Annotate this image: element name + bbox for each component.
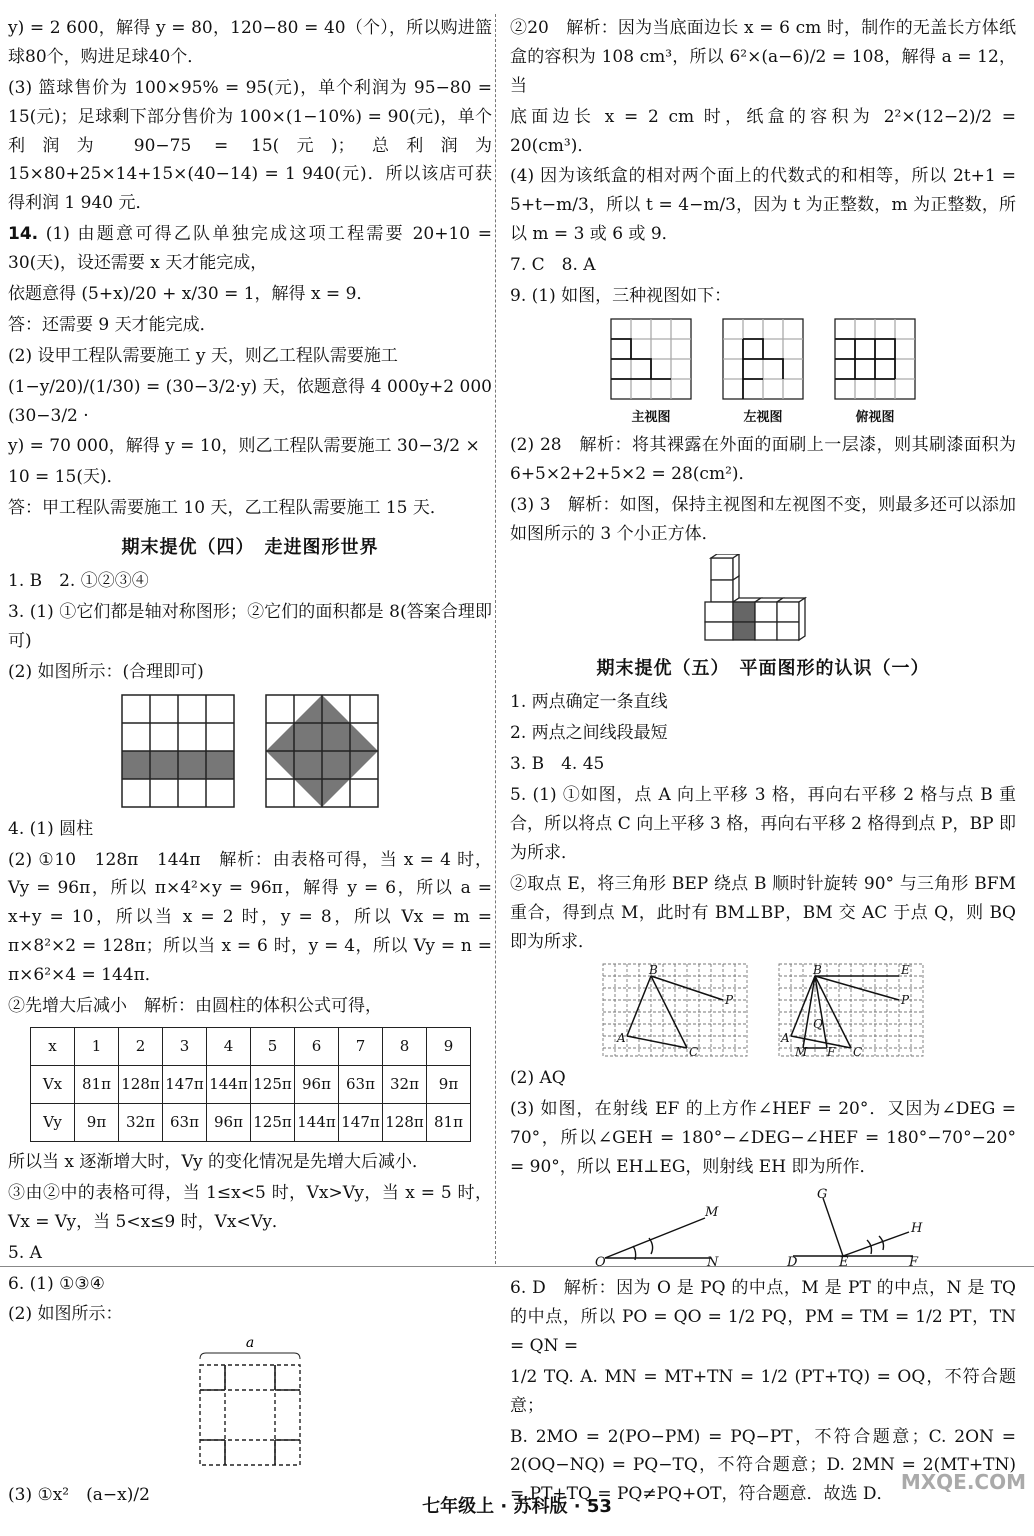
svg-text:N: N: [707, 1255, 719, 1269]
top-view: [833, 317, 917, 425]
text-line: 6. D 解析：因为 O 是 PQ 的中点，M 是 PT 的中点，N 是 TQ 的中点，所以 PO = QO = 1/2 PQ，PM = TM = 1/2 PT，TN = QN =: [510, 1278, 1016, 1356]
text-line: 3. B 4. 45: [510, 754, 605, 775]
svg-text:B: B: [813, 963, 822, 978]
section-title-4: 期末提优（四） 走进图形世界: [121, 537, 379, 559]
text-line: y) = 70 000，解得 y = 10，则乙工程队需要施工 30−3/2 ×: [8, 436, 480, 457]
left-view-caption: 左视图: [743, 409, 783, 425]
grid-diagram-right: [777, 962, 925, 1058]
svg-text:G: G: [817, 1188, 828, 1203]
left-column: [8, 14, 492, 1512]
angle-construction-diagram: [783, 1188, 933, 1268]
text-line: (2) ①10 128π 144π 解析：由表格可得，当 x = 4 时，Vy = 96π，所以 π×4²×y = 96π，解得 y = 6，所以 a = x+y = 10，所以当 x = 2 时，y = 8，所以 Vx = m = π×8²×2 = 128π；所以当 x = 6 时，y = 4，所以 Vy = n = π×6²×4 = 144π．: [8, 849, 492, 986]
text-line: 2. 两点之间线段最短: [510, 723, 668, 744]
question-number: 14.: [8, 224, 39, 245]
table-cell: 4: [207, 1027, 251, 1065]
svg-text:O: O: [595, 1255, 606, 1269]
grid-figure-rectangle: [120, 693, 236, 809]
box-net-figure: [8, 1335, 492, 1475]
text-line: (3) 如图，在射线 EF 的上方作∠HEF = 20°．又因为∠DEG = 70°，所以∠GEH = 180°−∠DEG−∠HEF = 180°−70°−20° = 90°，所以 EH⊥EG，则射线 EH 即为所作．: [510, 1099, 1016, 1178]
table-cell: 125π: [251, 1065, 295, 1103]
svg-text:P: P: [901, 993, 910, 1008]
svg-text:Q: Q: [813, 1017, 823, 1032]
text-line: 4. (1) 圆柱: [8, 818, 94, 839]
three-views: [510, 317, 1016, 425]
angle-construction-figure: [510, 1188, 1016, 1268]
svg-text:M: M: [795, 1045, 808, 1059]
table-cell: 128π: [119, 1065, 163, 1103]
table-row: [31, 1027, 471, 1065]
table-cell: 96π: [295, 1065, 339, 1103]
svg-text:F: F: [909, 1255, 919, 1269]
svg-text:D: D: [787, 1255, 798, 1269]
top-view-caption: 俯视图: [855, 409, 895, 425]
svg-text:P: P: [725, 993, 734, 1008]
text-line: (3) ①x² (a−x)/2: [8, 1485, 150, 1506]
table-cell: 144π: [295, 1103, 339, 1141]
question-14: [8, 220, 492, 278]
table-cell: 147π: [339, 1103, 383, 1141]
angle-mon-diagram: [593, 1188, 743, 1268]
svg-text:H: H: [911, 1221, 923, 1237]
svg-text:A: A: [781, 1031, 790, 1046]
table-row: [31, 1065, 471, 1103]
table-cell: 9π: [427, 1065, 471, 1103]
table-row: [31, 1103, 471, 1141]
text-line: (2) 如图所示：(合理即可): [8, 661, 204, 682]
text-line: 答：甲工程队需要施工 10 天，乙工程队需要施工 15 天．: [8, 498, 447, 519]
text-line: B. 2MO = 2(PO−PM) = PQ−PT，不符合题意；C. 2ON = 2(OQ−NQ) = PQ−TQ，不符合题意；D. 2MN = 2(MT+TN) = PT+TQ = PQ≠PQ+OT，符合题意．故选 D．: [510, 1426, 1016, 1505]
left-view: [721, 317, 805, 425]
table-cell: x: [31, 1027, 75, 1065]
table-cell: 1: [75, 1027, 119, 1065]
label-a: a: [245, 1335, 255, 1352]
text-line: (3) 3 解析：如图，保持主视图和左视图不变，则最多还可以添加如图所示的 3 个小正方体．: [510, 494, 1016, 544]
right-column: [510, 14, 1016, 1511]
top-view-grid: [833, 317, 917, 401]
left-view-grid: [721, 317, 805, 401]
text-line: ③由②中的表格可得，当 1≤x<5 时，Vx>Vy，当 x = 5 时，Vx = Vy，当 5<x≤9 时，Vx<Vy．: [8, 1182, 492, 1232]
table-cell: 5: [251, 1027, 295, 1065]
table-cell: 6: [295, 1027, 339, 1065]
table-cell: 9π: [75, 1103, 119, 1141]
text-line: (2) 如图所示：: [8, 1304, 123, 1325]
text-line: (4) 因为该纸盒的相对两个面上的代数式的和相等，所以 2t+1 = 5+t−m/3，所以 t = 4−m/3，因为 t 为正整数，m 为正整数，所以 m = 3 或 6 或 9．: [510, 166, 1016, 245]
text-line: 1. B 2. ①②③④: [8, 571, 149, 592]
volume-table: [30, 1027, 471, 1142]
text-line: (2) 设甲工程队需要施工 y 天，则乙工程队需要施工: [8, 345, 398, 366]
table-cell: Vx: [31, 1065, 75, 1103]
svg-text:C: C: [853, 1045, 863, 1059]
text-line: 底面边长 x = 2 cm 时，纸盒的容积为 2²×(12−2)/2 = 20(cm³)．: [510, 106, 1016, 156]
text-line: 10 = 15(天)．: [8, 467, 124, 488]
text-line: (2) 28 解析：将其裸露在外面的面刷上一层漆，则其刷漆面积为 6+5×2+2+5×2 = 28(cm²)．: [510, 434, 1016, 484]
front-view: [609, 317, 693, 425]
table-cell: 8: [383, 1027, 427, 1065]
table-cell: 128π: [383, 1103, 427, 1141]
text-line: 1/2 TQ. A. MN = MT+TN = 1/2 (PT+TQ) = OQ，不符合题意；: [510, 1366, 1016, 1416]
text-line: 5. (1) ①如图，点 A 向上平移 3 格，再向右平移 2 格与点 B 重合，所以将点 C 向上平移 3 格，再向右平移 2 格得到点 P，BP 即为所求．: [510, 785, 1016, 863]
table-cell: 3: [163, 1027, 207, 1065]
table-cell: Vy: [31, 1103, 75, 1141]
section-title-5: 期末提优（五） 平面图形的认识（一）: [596, 658, 930, 680]
text-line: (3) 篮球售价为 100×95% = 95(元)，单个利润为 95−80 = 15(元)；足球剩下部分售价为 100×(1−10%) = 90(元)，单个利润为 90−75 = 15(元)；总利润为 15×80+25×14+15×(40−14) = 1 940(元)．所以该店可获得利润 1 940 元．: [8, 77, 492, 214]
page-footer: 七年级上 · 苏科版 · 53: [422, 1496, 612, 1517]
table-cell: 144π: [207, 1065, 251, 1103]
table-cell: 2: [119, 1027, 163, 1065]
table-cell: 63π: [163, 1103, 207, 1141]
text-line: 3. (1) ①它们都是轴对称图形；②它们的面积都是 8(答案合理即可): [8, 602, 492, 651]
svg-text:M: M: [705, 1205, 719, 1221]
box-net-diagram: [190, 1335, 310, 1475]
watermark: MXQE.COM: [900, 1470, 1026, 1494]
text-line: y) = 2 600，解得 y = 80，120−80 = 40（个），所以购进篮球80个，购进足球40个．: [8, 18, 492, 67]
grid-diagram-left: [601, 962, 749, 1058]
grid-figure-diamond: [264, 693, 380, 809]
svg-text:A: A: [617, 1031, 626, 1046]
front-view-grid: [609, 317, 693, 401]
text-line: 7. C 8. A: [510, 255, 596, 276]
svg-text:C: C: [689, 1045, 699, 1059]
svg-text:B: B: [649, 963, 658, 978]
cube-stack-figure: [510, 554, 1016, 644]
table-cell: 147π: [163, 1065, 207, 1103]
text-line: 答：还需要 9 天才能完成．: [8, 314, 217, 335]
front-view-caption: 主视图: [631, 409, 671, 425]
text-line: ②取点 E，将三角形 BEP 绕点 B 顺时针旋转 90° 与三角形 BFM 重合，得到点 M，此时有 BM⊥BP，BM 交 AC 于点 Q，则 BQ 即为所求．: [510, 873, 1016, 952]
table-cell: 7: [339, 1027, 383, 1065]
table-cell: 32π: [119, 1103, 163, 1141]
table-cell: 32π: [383, 1065, 427, 1103]
grid-figures: [8, 693, 492, 809]
text-line: (2) AQ: [510, 1068, 566, 1089]
text-line: 5. A: [8, 1242, 42, 1263]
text-line: ②20 解析：因为当底面边长 x = 6 cm 时，制作的无盖长方体纸盒的容积为 108 cm³，所以 6²×(a−6)/2 = 108，解得 a = 12，当: [510, 18, 1016, 96]
text-line: 所以当 x 逐渐增大时，Vy 的变化情况是先增大后减小．: [8, 1151, 429, 1172]
cube-stack-diagram: [703, 554, 823, 644]
table-cell: 125π: [251, 1103, 295, 1141]
text-line: ②先增大后减小 解析：由圆柱的体积公式可得，: [8, 996, 382, 1017]
svg-text:E: E: [839, 1255, 849, 1269]
svg-text:F: F: [827, 1045, 836, 1059]
text-line: 6. (1) ①③④: [8, 1273, 105, 1294]
text-line: 9. (1) 如图，三种视图如下：: [510, 286, 732, 307]
table-cell: 81π: [427, 1103, 471, 1141]
grid-construction-figures: [510, 962, 1016, 1058]
table-cell: 96π: [207, 1103, 251, 1141]
text-line: 依题意得 (5+x)/20 + x/30 = 1，解得 x = 9．: [8, 284, 374, 305]
text-line: 1. 两点确定一条直线: [510, 692, 668, 713]
table-cell: 9: [427, 1027, 471, 1065]
table-cell: 63π: [339, 1065, 383, 1103]
text-line: (1) 由题意可得乙队单独完成这项工程需要 20+10 = 30(天)，设还需要 x 天才能完成，: [8, 224, 493, 274]
text-line: (1−y/20)/(1/30) = (30−3/2·y) 天，依题意得 4 000y+2 000 (30−3/2 ·: [8, 376, 492, 426]
column-divider: [495, 14, 496, 1264]
table-cell: 81π: [75, 1065, 119, 1103]
svg-text:E: E: [901, 963, 910, 978]
